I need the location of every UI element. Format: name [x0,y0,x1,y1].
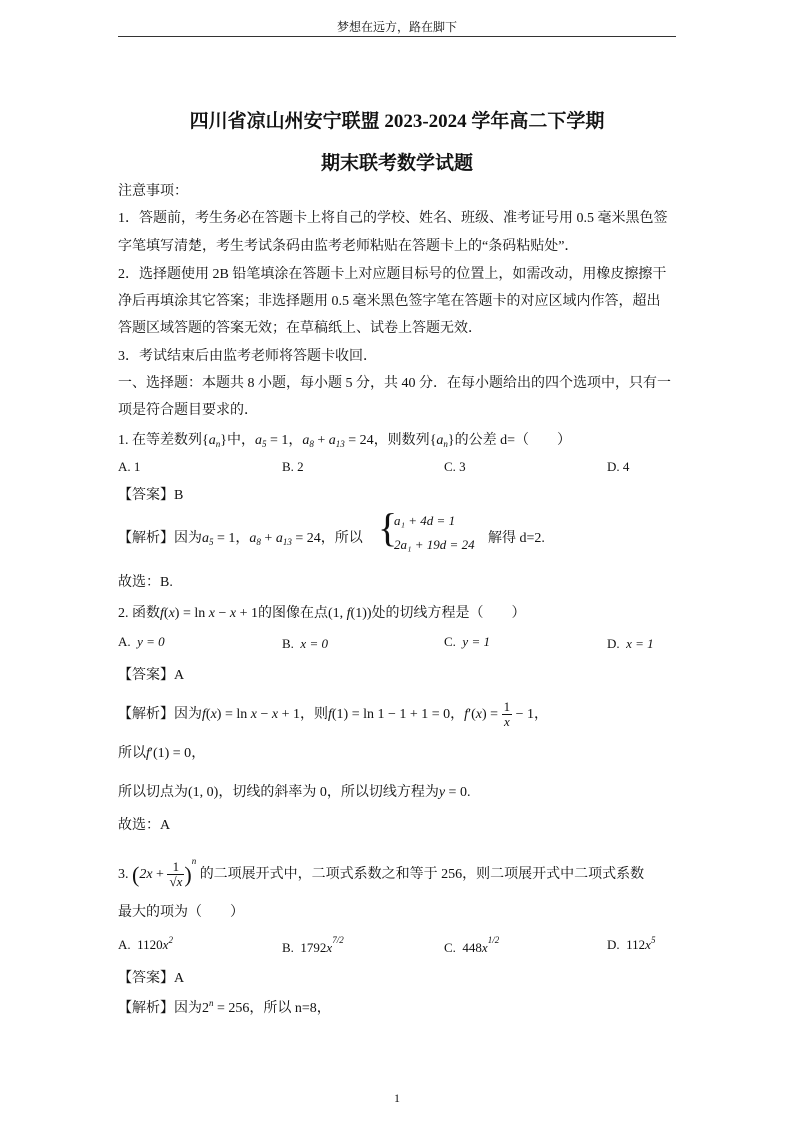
system-equation-2: 2a₁ + 19d = 24 [394,537,475,552]
question-3-option-b: B. $1792x^{7/2}$ [282,935,344,955]
math-sequence-an: $\{a_n\}$ [202,433,227,449]
question-2-option-d: D. x = 1 [607,636,654,651]
question-1-option-c: C. 3 [444,459,466,474]
page-title: 四川省凉山州安宁联盟 2023-2024 学年高二下学期 [189,111,605,132]
notice-item-1-line-2: 字笔填写清楚，考生考试条码由监考老师粘贴在答题卡上的“条码粘贴处”． [118,239,579,254]
question-3-option-a: A. $1120x^2$ [118,935,173,952]
question-1-option-d: D. 4 [607,459,630,474]
math-point: (1, f(1)) [327,606,372,621]
notice-item-2-line-3: 答题区域答题的答案无效；在草稿纸上、试卷上答题无效． [118,321,482,336]
question-2-option-a: A. y = 0 [118,634,165,649]
section-heading-line-1: 一、选择题：本题共 8 小题，每小题 5 分，共 40 分．在每小题给出的四个选项中，只有一 [118,376,671,391]
question-2-option-b: B. x = 0 [282,636,328,651]
system-equation-1: a₁ + 4d = 1 [394,513,456,528]
fraction-1-over-x: $\frac{1}{x}$ [503,699,511,730]
question-1-stem: 1. 在等差数列$\{a_n\}$中，$a_5 = 1$，$a_8 + a_{13} = 24$，则数列$\{a_n\}$的公差 d=（ ） [118,433,572,449]
header-divider [118,36,676,37]
question-1-option-a: A. 1 [118,459,141,474]
page-subtitle: 期末联考数学试题 [320,153,473,174]
notice-item-1-line-1: 1．答题前，考生务必在答题卡上将自己的学校、姓名、班级、准考证号用 0.5 毫米黑色签 [118,211,668,226]
question-2-solution-line-1: 【解析】因为f(x) = ln x − x + 1，则f(1) = ln 1 − 1 + 1 = 0，f′(x) = $\frac{1}{x}$ − 1， [118,699,548,730]
question-2-stem: 2. 函数f(x) = ln x − x + 1的图像在点(1, f(1))处的切线方程是（ ） [118,606,526,621]
page-number: 1 [394,1091,400,1105]
question-3-stem-line-1: 3. (2x + $\frac{1}{√x}$ )$^n$ 的二项展开式中，二项式系数之和等于 256，则二项展开式中二项式系数 [118,856,645,890]
question-3-option-d: D. $112x^5$ [607,935,656,952]
section-heading-line-2: 项是符合题目要求的． [118,403,258,418]
question-3-answer: 【答案】A [118,971,185,986]
question-1-solution-intro: 【解析】因为$a_5 = 1$，$a_8 + a_{13} = 24$，所以 [118,531,363,547]
question-1-answer: 【答案】B [118,488,184,503]
question-2-solution-line-2: 所以f′(1) = 0， [118,746,206,761]
math-function-f: f(x) = ln x − x + 1 [160,606,258,621]
header-motto: 梦想在远方，路在脚下 [336,20,457,34]
question-1-solution-result: 解得 d=2. [488,531,545,546]
math-binomial: (2x + $\frac{1}{√x}$ )$^n$ [132,856,197,890]
question-2-solution-line-3: 所以切点为(1, 0)，切线的斜率为 0，所以切线方程为y = 0. [118,785,471,800]
math-a5-eq: $a_5 = 1$ [202,531,236,547]
question-2-answer: 【答案】A [118,668,185,683]
question-1-choose: 故选：B. [118,575,173,590]
question-1-option-b: B. 2 [282,459,304,474]
notice-item-3: 3．考试结束后由监考老师将答题卡收回． [118,349,377,364]
question-3-option-c: C. $448x^{1/2}$ [444,935,500,955]
question-3-solution: 【解析】因为2$^n$ = 256，所以 n=8， [118,998,331,1016]
system-brace: { [378,505,398,550]
question-2-option-c: C. y = 1 [444,634,490,649]
notice-item-2-line-1: 2．选择题使用 2B 铅笔填涂在答题卡上对应题目标号的位置上，如需改动，用橡皮擦擦干 [118,267,667,282]
notice-item-2-line-2: 净后再填涂其它答案；非选择题用 0.5 毫米黑色签字笔在答题卡的对应区域内作答，超出 [118,294,661,309]
math-a8-a13-eq: $a_8 + a_{13} = 24$ [249,531,321,547]
notice-heading: 注意事项： [118,184,188,199]
math-a5: $a_5 = 1$ [254,433,289,449]
question-3-stem-line-2: 最大的项为（ ） [118,905,244,920]
math-sequence-an-2: $\{a_n\}$ [429,433,455,449]
math-a8-a13: $a_8 + a_{13} = 24$ [302,433,374,449]
question-2-choose: 故选：A [118,818,171,833]
